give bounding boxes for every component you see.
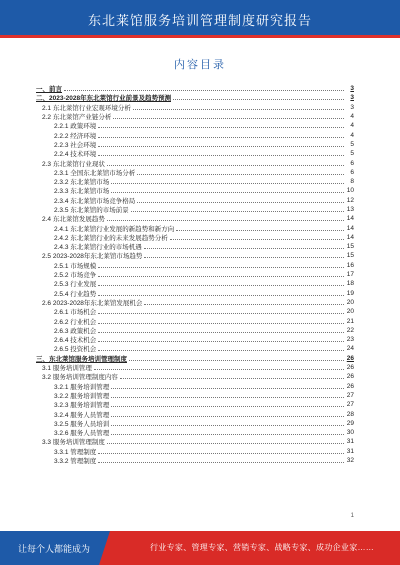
toc-entry-label: 2.6.2 行业机会 bbox=[54, 318, 97, 326]
toc-entry-page: 13 bbox=[346, 206, 354, 213]
toc-entry-label: 2.2.1 政策环境 bbox=[54, 123, 97, 131]
toc-leader-dots bbox=[98, 313, 344, 314]
toc-leader-dots bbox=[64, 90, 344, 91]
toc-entry-page: 14 bbox=[346, 224, 354, 232]
toc-entry-page: 3 bbox=[350, 94, 354, 102]
toc-entry-label: 3.2 服务培训管理制度内容 bbox=[42, 374, 118, 382]
toc-entry[interactable] bbox=[36, 382, 354, 391]
toc-entry-label: 2.2.4 技术环境 bbox=[54, 151, 97, 159]
toc-leader-dots bbox=[98, 323, 344, 324]
footer-banner bbox=[0, 531, 400, 565]
toc-leader-dots bbox=[120, 378, 344, 379]
toc-entry-page: 26 bbox=[346, 382, 354, 390]
toc-entry-label: 3.2.5 服务人员培训 bbox=[54, 420, 110, 428]
toc-entry[interactable] bbox=[36, 140, 354, 149]
toc-entry[interactable] bbox=[36, 112, 354, 121]
toc-entry-page: 26 bbox=[346, 364, 354, 372]
toc-entry-page: 32 bbox=[346, 457, 354, 465]
toc-entry[interactable] bbox=[36, 335, 354, 344]
toc-entry[interactable] bbox=[36, 196, 354, 205]
toc-leader-dots bbox=[111, 416, 344, 417]
toc-entry-page: 28 bbox=[346, 410, 354, 418]
toc-heading: 内容目录 bbox=[174, 59, 226, 71]
toc-entry[interactable] bbox=[36, 270, 354, 279]
toc-leader-dots bbox=[98, 341, 344, 342]
toc-entry[interactable] bbox=[36, 279, 354, 288]
toc-entry-label: 2.3.3 东北莱馆市场 bbox=[54, 188, 110, 196]
toc-leader-dots bbox=[111, 192, 344, 193]
toc-leader-dots bbox=[111, 388, 344, 389]
toc-entry[interactable] bbox=[36, 344, 354, 353]
toc-leader-dots bbox=[98, 155, 344, 156]
toc-entry-label: 2.4.2 东北莱馆行业的未来发展趋势分析 bbox=[54, 234, 168, 242]
toc-entry-label: 2.2.3 社会环境 bbox=[54, 141, 97, 149]
toc-leader-dots bbox=[98, 295, 344, 296]
toc-entry-page: 30 bbox=[346, 429, 354, 437]
toc-entry-page: 4 bbox=[350, 131, 354, 139]
toc-entry[interactable] bbox=[36, 177, 354, 186]
toc-leader-dots bbox=[98, 276, 344, 277]
toc-entry[interactable] bbox=[36, 326, 354, 335]
toc-entry[interactable] bbox=[36, 130, 354, 139]
toc-entry[interactable] bbox=[36, 447, 354, 456]
toc-leader-dots bbox=[111, 406, 344, 407]
toc-entry-label: 2.6.1 市场机会 bbox=[54, 309, 97, 317]
toc-leader-dots bbox=[111, 397, 344, 398]
toc-entry-label: 2.5.3 行业发展 bbox=[54, 281, 97, 289]
toc-entry[interactable] bbox=[36, 186, 354, 195]
toc-entry-label: 2.5.1 市场规模 bbox=[54, 262, 97, 270]
toc-entry-page: 27 bbox=[346, 391, 354, 399]
toc-entry[interactable] bbox=[36, 419, 354, 428]
toc-entry-label: 2.3.1 全国东北莱馆市场分析 bbox=[54, 169, 136, 177]
toc-entry-page: 19 bbox=[346, 289, 354, 297]
toc-entry[interactable] bbox=[36, 298, 354, 307]
toc-leader-dots bbox=[107, 165, 344, 166]
toc-entry-page: 21 bbox=[346, 317, 354, 325]
toc-entry-label: 3.1 服务培训管理 bbox=[42, 365, 92, 373]
footer-slogan-left: 让每个人都能成为 bbox=[18, 544, 91, 554]
table-of-contents bbox=[36, 84, 354, 465]
toc-entry-page: 20 bbox=[346, 298, 354, 306]
toc-leader-dots bbox=[98, 332, 344, 333]
toc-entry-page: 23 bbox=[346, 336, 354, 344]
toc-entry-page: 22 bbox=[346, 326, 354, 334]
toc-entry-label: 2.5.4 行业趋势 bbox=[54, 290, 97, 298]
toc-entry-page: 15 bbox=[346, 243, 354, 251]
toc-entry[interactable] bbox=[36, 307, 354, 316]
toc-entry-page: 14 bbox=[346, 233, 354, 241]
toc-leader-dots bbox=[98, 146, 344, 147]
toc-entry[interactable] bbox=[36, 456, 354, 465]
toc-entry-page: 18 bbox=[346, 280, 354, 288]
toc-entry-label: 3.2.4 服务人员管理 bbox=[54, 411, 110, 419]
toc-leader-dots bbox=[131, 211, 344, 212]
toc-entry[interactable] bbox=[36, 84, 354, 93]
toc-entry-label: 3.2.3 服务培训管理 bbox=[54, 402, 110, 410]
toc-leader-dots bbox=[98, 127, 344, 128]
toc-entry-label: 3.2.1 服务培训管理 bbox=[54, 383, 110, 391]
toc-entry[interactable] bbox=[36, 205, 354, 214]
toc-entry-page: 17 bbox=[346, 271, 354, 279]
toc-entry-label: 2.3 东北莱馆行业现状 bbox=[42, 160, 105, 168]
toc-entry[interactable] bbox=[36, 428, 354, 437]
toc-leader-dots bbox=[144, 248, 344, 249]
toc-entry[interactable] bbox=[36, 289, 354, 298]
toc-entry[interactable] bbox=[36, 400, 354, 409]
toc-entry-page: 20 bbox=[346, 308, 354, 316]
toc-entry-label: 2.1 东北莱馆行业宏观环境分析 bbox=[42, 104, 131, 112]
toc-leader-dots bbox=[144, 304, 344, 305]
toc-entry[interactable] bbox=[36, 409, 354, 418]
toc-entry-label: 2.6 2023-2028年东北莱馆发展机会 bbox=[42, 299, 143, 307]
toc-entry-page: 26 bbox=[346, 354, 354, 362]
footer-slogan-right: 行业专家、管理专家、营销专家、战略专家、成功企业家…… bbox=[150, 543, 375, 552]
toc-entry-label: 2.6.3 政策机会 bbox=[54, 327, 97, 335]
toc-entry-label: 3.2.6 服务人员管理 bbox=[54, 430, 110, 438]
toc-leader-dots bbox=[137, 174, 344, 175]
toc-entry[interactable] bbox=[36, 354, 354, 363]
document-title: 东北莱馆服务培训管理制度研究报告 bbox=[87, 13, 312, 28]
toc-leader-dots bbox=[137, 202, 344, 203]
toc-entry[interactable] bbox=[36, 261, 354, 270]
toc-entry-page: 29 bbox=[346, 419, 354, 427]
toc-entry-page: 12 bbox=[346, 196, 354, 204]
toc-entry[interactable] bbox=[36, 93, 354, 102]
toc-leader-dots bbox=[111, 425, 344, 426]
toc-entry-page: 6 bbox=[350, 168, 354, 176]
toc-entry[interactable] bbox=[36, 316, 354, 325]
toc-entry-page: 31 bbox=[346, 438, 354, 446]
toc-entry-page: 26 bbox=[346, 373, 354, 381]
toc-entry-page: 24 bbox=[346, 345, 354, 353]
toc-entry-label: 2.3.2 东北莱馆市场 bbox=[54, 179, 110, 187]
toc-leader-dots bbox=[94, 369, 344, 370]
toc-leader-dots bbox=[111, 434, 344, 435]
toc-entry-label: 三、东北莱馆服务培训管理制度 bbox=[36, 355, 127, 363]
toc-leader-dots bbox=[98, 285, 344, 286]
toc-entry[interactable] bbox=[36, 121, 354, 130]
toc-entry-label: 2.5.2 市场竞争 bbox=[54, 272, 97, 280]
toc-entry-page: 27 bbox=[346, 401, 354, 409]
toc-entry[interactable] bbox=[36, 437, 354, 446]
toc-entry-page: 6 bbox=[350, 159, 354, 167]
toc-entry[interactable] bbox=[36, 214, 354, 223]
toc-entry-label: 2.3.4 东北莱馆市场竞争格局 bbox=[54, 197, 136, 205]
toc-entry-label: 2.5 2023-2028年东北莱馆市场趋势 bbox=[42, 253, 143, 261]
toc-leader-dots bbox=[98, 462, 344, 463]
toc-leader-dots bbox=[98, 350, 344, 351]
toc-entry-page: 14 bbox=[346, 215, 354, 223]
toc-entry[interactable] bbox=[36, 372, 354, 381]
toc-entry[interactable] bbox=[36, 391, 354, 400]
toc-entry-label: 2.6.5 投资机会 bbox=[54, 346, 97, 354]
toc-entry-page: 3 bbox=[350, 85, 354, 93]
toc-entry-page: 5 bbox=[350, 140, 354, 148]
toc-entry-label: 2.3.5 东北莱馆的市场前景 bbox=[54, 207, 129, 214]
toc-entry-page: 8 bbox=[350, 178, 354, 186]
toc-entry[interactable] bbox=[36, 158, 354, 167]
toc-leader-dots bbox=[98, 453, 344, 454]
toc-entry-label: 2.4 东北莱馆发展趋势 bbox=[42, 216, 105, 224]
header-bar bbox=[0, 0, 400, 38]
toc-entry-page: 4 bbox=[350, 113, 354, 121]
toc-entry[interactable] bbox=[36, 149, 354, 158]
toc-entry-label: 2.2 东北莱馆产业链分析 bbox=[42, 114, 112, 122]
toc-entry-page: 16 bbox=[346, 261, 354, 269]
toc-entry[interactable] bbox=[36, 168, 354, 177]
toc-entry-page: 4 bbox=[350, 122, 354, 130]
toc-entry[interactable] bbox=[36, 251, 354, 260]
toc-entry-label: 二、2023-2028年东北莱馆行业前景及趋势预测 bbox=[36, 95, 172, 103]
toc-leader-dots bbox=[133, 109, 344, 110]
toc-entry-label: 2.4.3 东北莱馆行业的市场机遇 bbox=[54, 244, 142, 252]
toc-leader-dots bbox=[98, 137, 344, 138]
toc-entry[interactable] bbox=[36, 242, 354, 251]
toc-entry-label: 3.3.2 管理制度 bbox=[54, 458, 97, 466]
toc-entry-label: 一、前言 bbox=[36, 86, 62, 94]
toc-leader-dots bbox=[129, 360, 344, 361]
toc-entry[interactable] bbox=[36, 223, 354, 232]
toc-entry-label: 3.2.2 服务培训管理 bbox=[54, 392, 110, 400]
toc-entry-page: 31 bbox=[346, 447, 354, 455]
toc-leader-dots bbox=[113, 118, 344, 119]
toc-leader-dots bbox=[111, 183, 344, 184]
toc-entry[interactable] bbox=[36, 363, 354, 372]
toc-entry-page: 15 bbox=[346, 252, 354, 260]
toc-leader-dots bbox=[144, 257, 344, 258]
toc-entry-label: 2.4.1 东北莱馆行业发展的新趋势和新方向 bbox=[54, 225, 175, 233]
toc-entry-label: 3.3 服务培训管理制度 bbox=[42, 439, 105, 447]
toc-entry-page: 3 bbox=[350, 103, 354, 111]
toc-entry[interactable] bbox=[36, 233, 354, 242]
toc-entry-page: 10 bbox=[346, 187, 354, 195]
toc-entry-label: 3.3.1 管理制度 bbox=[54, 448, 97, 456]
toc-leader-dots bbox=[173, 99, 344, 100]
toc-entry-label: 2.2.2 经济环境 bbox=[54, 132, 97, 140]
toc-leader-dots bbox=[98, 267, 344, 268]
toc-leader-dots bbox=[170, 239, 344, 240]
toc-entry-page: 5 bbox=[350, 150, 354, 158]
toc-entry[interactable] bbox=[36, 103, 354, 112]
page-number: 1 bbox=[350, 513, 354, 519]
toc-leader-dots bbox=[107, 443, 344, 444]
toc-entry-label: 2.6.4 技术机会 bbox=[54, 337, 97, 345]
toc-leader-dots bbox=[107, 220, 344, 221]
toc-leader-dots bbox=[176, 230, 344, 231]
